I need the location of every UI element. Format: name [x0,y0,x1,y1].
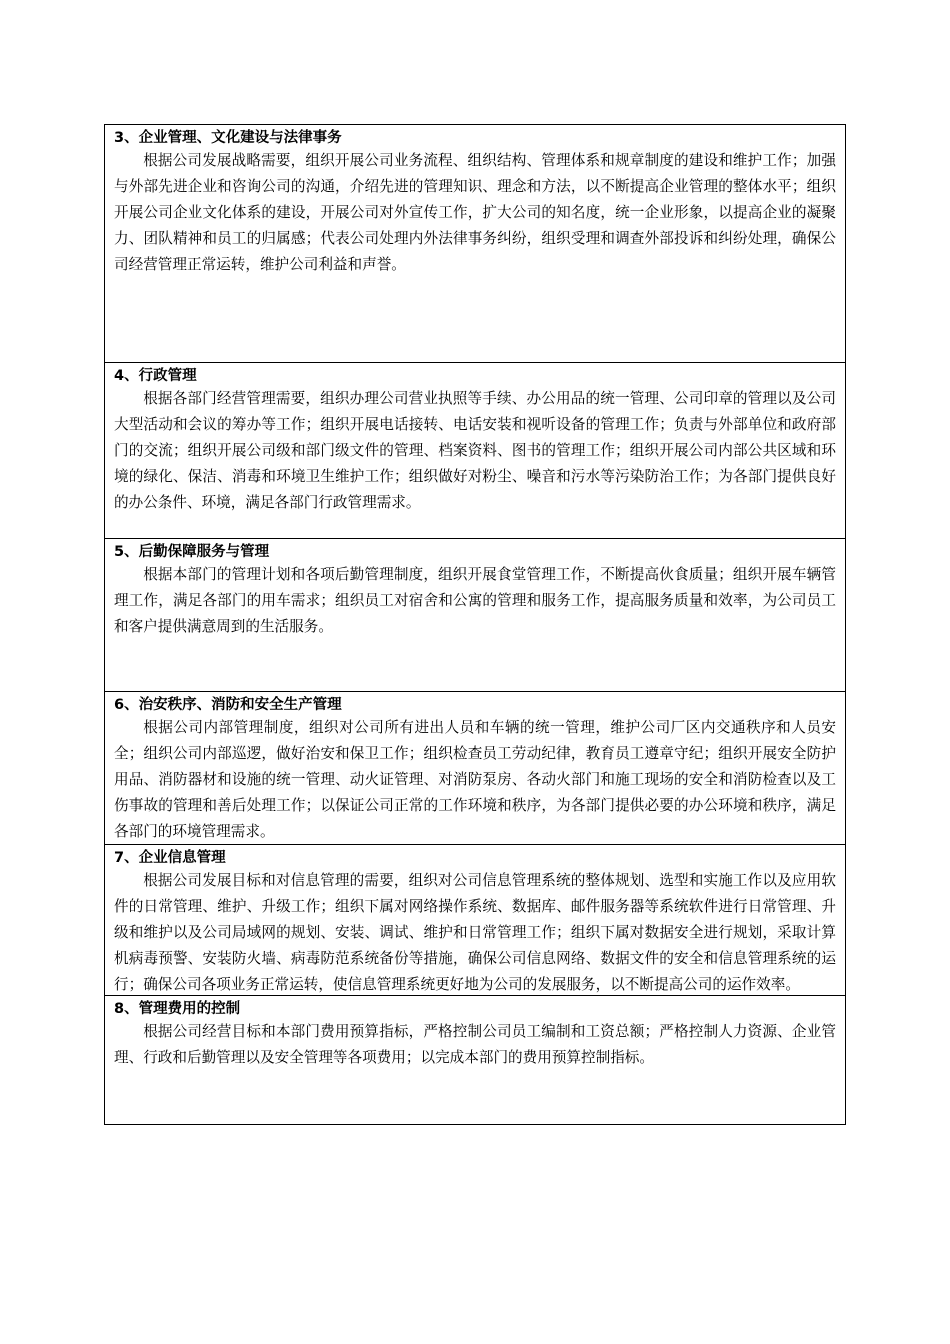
section-security-safety [105,691,845,844]
section-body: 根据本部门的管理计划和各项后勤管理制度，组织开展食堂管理工作，不断提高伙食质量；组织开展车辆管理工作，满足各部门的用车需求；组织员工对宿舍和公寓的管理和服务工作，提高服务质量和效率，为公司员工和客户提供满意周到的生活服务。 [114,566,836,635]
section-information-management [105,844,845,995]
section-expense-control [105,995,845,1124]
section-title: 6、治安秩序、消防和安全生产管理 [114,697,342,713]
duty-table [104,124,846,1125]
section-body: 根据公司发展战略需要，组织开展公司业务流程、组织结构、管理体系和规章制度的建设和维护工作；加强与外部先进企业和咨询公司的沟通，介绍先进的管理知识、理念和方法，以不断提高企业管理的整体水平；组织开展公司企业文化体系的建设，开展公司对外宣传工作，扩大公司的知名度，统一企业形象，以提高企业的凝聚力、团队精神和员工的归属感；代表公司处理内外法律事务纠纷，组织受理和调查外部投诉和纠纷处理，确保公司经营管理正常运转，维护公司利益和声誉。 [114,152,836,273]
section-body: 根据公司发展目标和对信息管理的需要，组织对公司信息管理系统的整体规划、选型和实施工作以及应用软件的日常管理、维护、升级工作；组织下属对网络操作系统、数据库、邮件服务器等系统软件进行日常管理、升级和维护以及公司局域网的规划、安装、调试、维护和日常管理工作；组织下属对数据安全进行规划，采取计算机病毒预警、安装防火墙、病毒防范系统备份等措施，确保公司信息网络、数据文件的安全和信息管理系统的运行；确保公司各项业务正常运转，使信息管理系统更好地为公司的发展服务，以不断提高公司的运作效率。 [114,872,836,993]
section-body: 根据各部门经营管理需要，组织办理公司营业执照等手续、办公用品的统一管理、公司印章的管理以及公司大型活动和会议的筹办等工作；组织开展电话接转、电话安装和视听设备的管理工作；负责与外部单位和政府部门的交流；组织开展公司级和部门级文件的管理、档案资料、图书的管理工作；组织开展公司内部公共区域和环境的绿化、保洁、消毒和环境卫生维护工作；组织做好对粉尘、噪音和污水等污染防治工作；为各部门提供良好的办公条件、环境，满足各部门行政管理需求。 [114,390,836,511]
section-title: 8、管理费用的控制 [114,1001,241,1017]
section-body: 根据公司经营目标和本部门费用预算指标，严格控制公司员工编制和工资总额；严格控制人力资源、企业管理、行政和后勤管理以及安全管理等各项费用；以完成本部门的费用预算控制指标。 [114,1023,836,1066]
section-title: 5、后勤保障服务与管理 [114,544,270,560]
section-logistics [105,538,845,691]
section-administration [105,362,845,538]
section-title: 7、企业信息管理 [114,850,226,866]
section-body: 根据公司内部管理制度，组织对公司所有进出人员和车辆的统一管理，维护公司厂区内交通秩序和人员安全；组织公司内部巡逻，做好治安和保卫工作；组织检查员工劳动纪律，教育员工遵章守纪；组织开展安全防护用品、消防器材和设施的统一管理、动火证管理、对消防泵房、各动火部门和施工现场的安全和消防检查以及工伤事故的管理和善后处理工作；以保证公司正常的工作环境和秩序，为各部门提供必要的办公环境和秩序，满足各部门的环境管理需求。 [114,719,836,840]
section-title: 3、企业管理、文化建设与法律事务 [114,130,342,146]
section-title: 4、行政管理 [114,368,197,384]
section-enterprise-management [105,125,845,362]
